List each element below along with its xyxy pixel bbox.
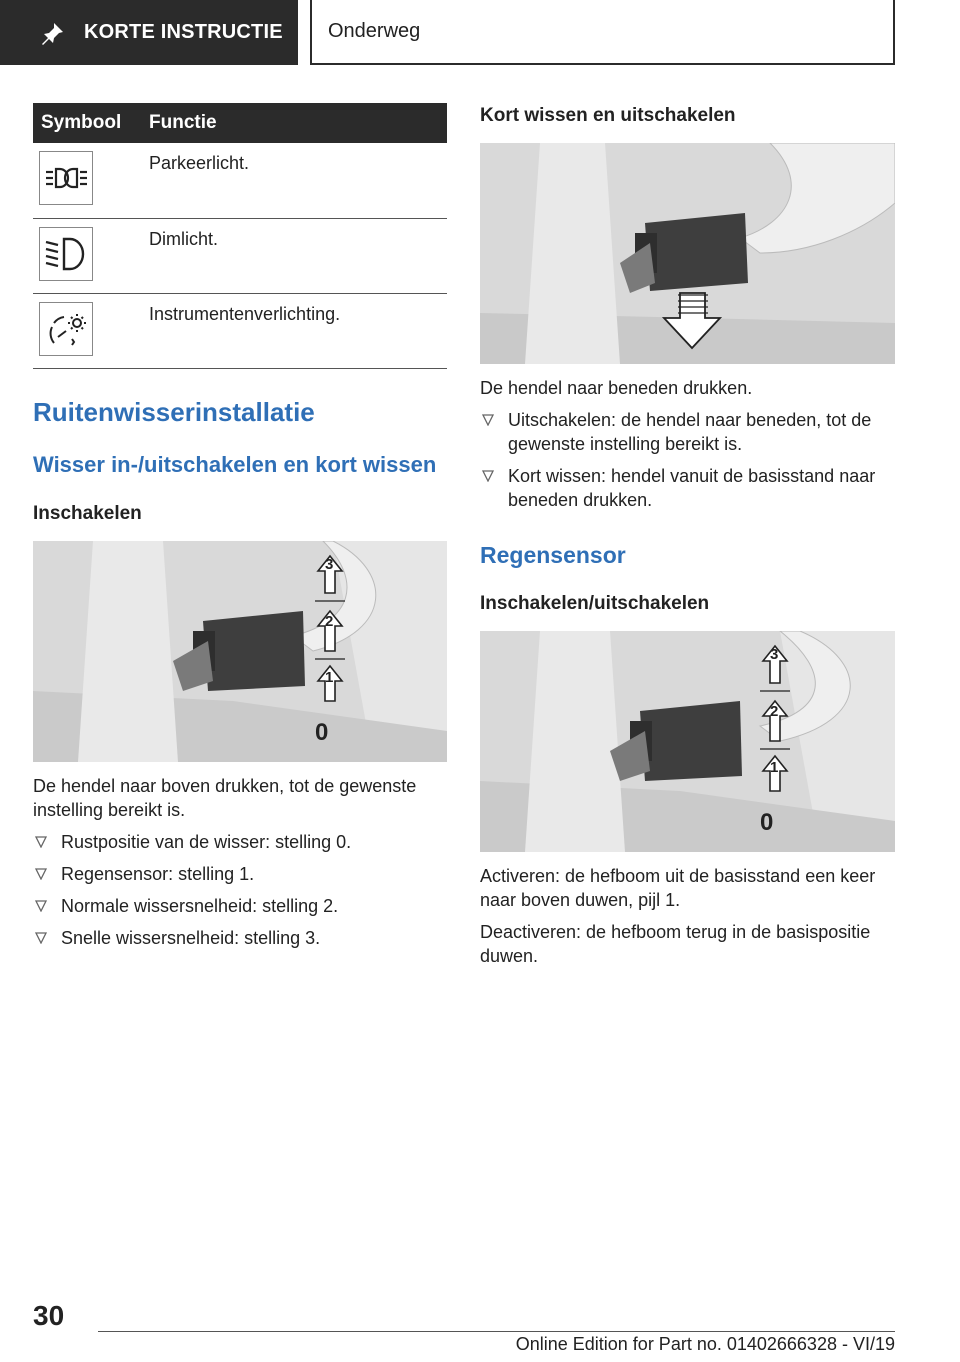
short-wipe-text: De hendel naar beneden drukken. [480,378,753,398]
table-row [33,293,447,368]
bullet-triangle-icon [35,932,47,944]
page-number: 30 [33,1300,65,1331]
deactivate-text: Deactiveren: de hefboom terug in de basispositie duwen. [480,922,871,966]
position-label-0: 0 [315,718,329,746]
parking-light-icon [39,151,93,205]
rain-sensor-heading: Inschakelen/uitschakelen [480,593,710,614]
switch-on-text: De hendel naar boven drukken, tot de gewenste instelling bereikt is. [33,775,417,820]
position-label-2: 2 [325,612,334,630]
col-symbol-header: Symbool [33,103,141,143]
symbol-table [33,103,447,369]
position-label-0: 0 [760,809,774,836]
symbol-table-header [33,103,447,143]
section-label: KORTE INSTRUCTIE [84,21,283,43]
wiper-lever-up-figure [33,541,447,762]
list-item: Normale wissersnelheid: stelling 2. [33,894,447,918]
activate-text: Activeren: de hefboom uit de basisstand een keer naar boven duwen, pijl 1. [480,866,876,910]
list-item: Kort wissen: hendel vanuit de basisstand naar beneden drukken. [480,464,895,512]
bullet-triangle-icon [35,868,47,880]
rain-sensor-title: Regensensor [480,542,626,568]
function-text: Instrumentenverlichting. [141,293,447,368]
list-item: Uitschakelen: de hendel naar beneden, tot de gewenste instelling bereikt is. [480,408,895,456]
bullet-triangle-icon [35,900,47,912]
position-label-3: 3 [325,555,334,573]
chapter-header [310,0,895,65]
function-text: Dimlicht. [141,218,447,293]
table-row [33,143,447,218]
right-column [480,103,895,968]
bullet-triangle-icon [482,470,494,482]
left-column [33,103,447,950]
short-wipe-list [480,408,895,512]
footer-divider [98,1331,895,1332]
position-label-2: 2 [770,703,779,720]
list-item: Snelle wissersnelheid: stelling 3. [33,926,447,950]
position-label-1: 1 [770,759,779,776]
list-item: Rustpositie van de wisser: stelling 0. [33,830,447,854]
wiper-position-list [33,830,447,950]
list-item: Regensensor: stelling 1. [33,862,447,886]
section-tab[interactable] [0,0,298,65]
col-function-header: Functie [141,103,447,143]
bullet-triangle-icon [35,836,47,848]
pin-icon [40,20,66,46]
subsection-title: Wisser in-/uitschakelen en kort wissen [33,451,437,477]
position-label-1: 1 [325,668,334,686]
wiper-lever-down-figure [480,143,895,364]
position-label-3: 3 [770,646,779,663]
instrument-lighting-icon [39,302,93,356]
switch-on-heading: Inschakelen [33,502,142,524]
short-wipe-heading: Kort wissen en uitschakelen [480,105,736,126]
edition-text: Online Edition for Part no. 01402666328 - VI/19 [515,1334,895,1354]
section-title: Ruitenwisserinstallatie [33,396,315,427]
function-text: Parkeerlicht. [141,143,447,218]
table-row [33,218,447,293]
bullet-triangle-icon [482,414,494,426]
rain-sensor-figure [480,631,895,852]
chapter-label: Onderweg [328,20,421,42]
low-beam-icon [39,227,93,281]
